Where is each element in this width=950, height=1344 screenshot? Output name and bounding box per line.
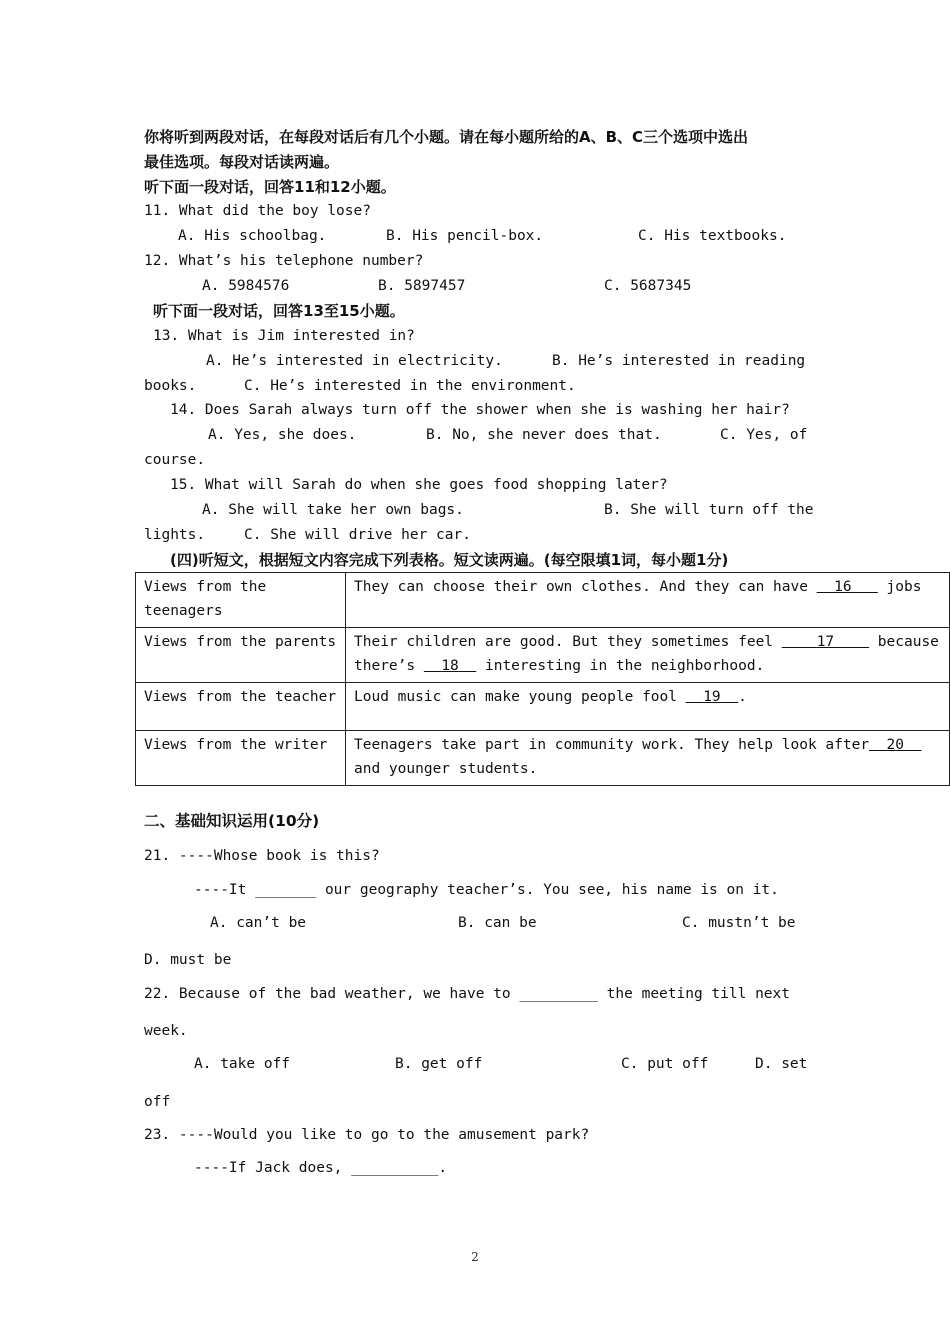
q22-line-1: 22. Because of the bad weather, we have to _________ the meeting till next xyxy=(144,986,791,1002)
page-number: 2 xyxy=(471,1250,479,1264)
instruction-line-1: 你将听到两段对话，在每段对话后有几个小题。请在每小题所给的A、B、C三个选项中选出 xyxy=(144,128,749,146)
q13-option-c: C. He’s interested in the environment. xyxy=(244,378,576,394)
answer-blank-18[interactable]: 18 xyxy=(441,658,459,674)
q12-option-b: B. 5897457 xyxy=(378,278,466,294)
q21-line-2: ----It _______ our geography teacher’s. You see, his name is on it. xyxy=(194,882,779,898)
q13-stem: 13. What is Jim interested in? xyxy=(153,328,415,344)
part4-heading: (四)听短文，根据短文内容完成下列表格。短文读两遍。(每空限填1词，每小题1分) xyxy=(170,551,729,569)
q12-option-c: C. 5687345 xyxy=(604,278,692,294)
answer-blank-19[interactable]: 19 xyxy=(703,689,721,705)
q22-option-d: D. set xyxy=(755,1056,808,1072)
view-content: Their children are good. But they sometimes feel 17 because there’s 18 interesting in the neighborhood. xyxy=(346,628,950,683)
table-row xyxy=(136,683,950,731)
q21-option-b: B. can be xyxy=(458,915,537,931)
section-2-title: 二、基础知识运用(10分) xyxy=(144,812,320,830)
q21-option-d: D. must be xyxy=(144,952,232,968)
q22-option-d-continued: off xyxy=(144,1094,171,1110)
view-source: Views from the parents xyxy=(136,628,346,683)
q13-option-a: A. He’s interested in electricity. xyxy=(206,353,503,369)
table-row xyxy=(136,573,950,628)
answer-blank-17[interactable]: 17 xyxy=(816,634,835,650)
q14-option-a: A. Yes, she does. xyxy=(208,427,357,443)
q14-option-c: C. Yes, of xyxy=(720,427,808,443)
view-source: Views from the teacher xyxy=(136,683,346,731)
view-content: They can choose their own clothes. And they can have 16 jobs xyxy=(346,573,950,628)
answer-blank-16[interactable]: 16 xyxy=(834,579,852,595)
q22-line-2: week. xyxy=(144,1023,188,1039)
views-table xyxy=(135,572,950,786)
q15-stem: 15. What will Sarah do when she goes food shopping later? xyxy=(170,477,668,493)
answer-blank-20[interactable]: 20 xyxy=(886,737,904,753)
q12-stem: 12. What’s his telephone number? xyxy=(144,253,424,269)
q22-option-c: C. put off xyxy=(621,1056,709,1072)
q15-option-c: C. She will drive her car. xyxy=(244,527,471,543)
q21-line-1: 21. ----Whose book is this? xyxy=(144,848,380,864)
table-row xyxy=(136,628,950,683)
q21-option-a: A. can’t be xyxy=(210,915,307,931)
q22-option-a: A. take off xyxy=(194,1056,291,1072)
q15-option-b-continued: lights. xyxy=(144,527,206,543)
q12-option-a: A. 5984576 xyxy=(202,278,290,294)
table-row xyxy=(136,731,950,786)
q14-option-c-continued: course. xyxy=(144,452,206,468)
q11-stem: 11. What did the boy lose? xyxy=(144,203,371,219)
dialogue-1-instruction: 听下面一段对话，回答11和12小题。 xyxy=(144,178,396,196)
q14-option-b: B. No, she never does that. xyxy=(426,427,662,443)
instruction-line-2: 最佳选项。每段对话读两遍。 xyxy=(144,153,340,171)
q15-option-b: B. She will turn off the xyxy=(604,502,814,518)
q13-option-b: B. He’s interested in reading xyxy=(552,353,806,369)
q21-option-c: C. mustn’t be xyxy=(682,915,796,931)
q15-option-a: A. She will take her own bags. xyxy=(202,502,464,518)
q22-option-b: B. get off xyxy=(395,1056,483,1072)
view-source: Views from the writer xyxy=(136,731,346,786)
q14-stem: 14. Does Sarah always turn off the shower when she is washing her hair? xyxy=(170,402,790,418)
view-source: Views from the teenagers xyxy=(136,573,346,628)
view-content: Teenagers take part in community work. They help look after 20 and younger students. xyxy=(346,731,950,786)
q11-option-c: C. His textbooks. xyxy=(638,228,787,244)
q13-option-b-continued: books. xyxy=(144,378,197,394)
dialogue-2-instruction: 听下面一段对话，回答13至15小题。 xyxy=(153,302,405,320)
q23-line-2: ----If Jack does, __________. xyxy=(194,1160,448,1176)
q23-line-1: 23. ----Would you like to go to the amusement park? xyxy=(144,1127,590,1143)
view-content: Loud music can make young people fool 19 . xyxy=(346,683,950,731)
q11-option-a: A. His schoolbag. xyxy=(178,228,327,244)
q11-option-b: B. His pencil-box. xyxy=(386,228,544,244)
